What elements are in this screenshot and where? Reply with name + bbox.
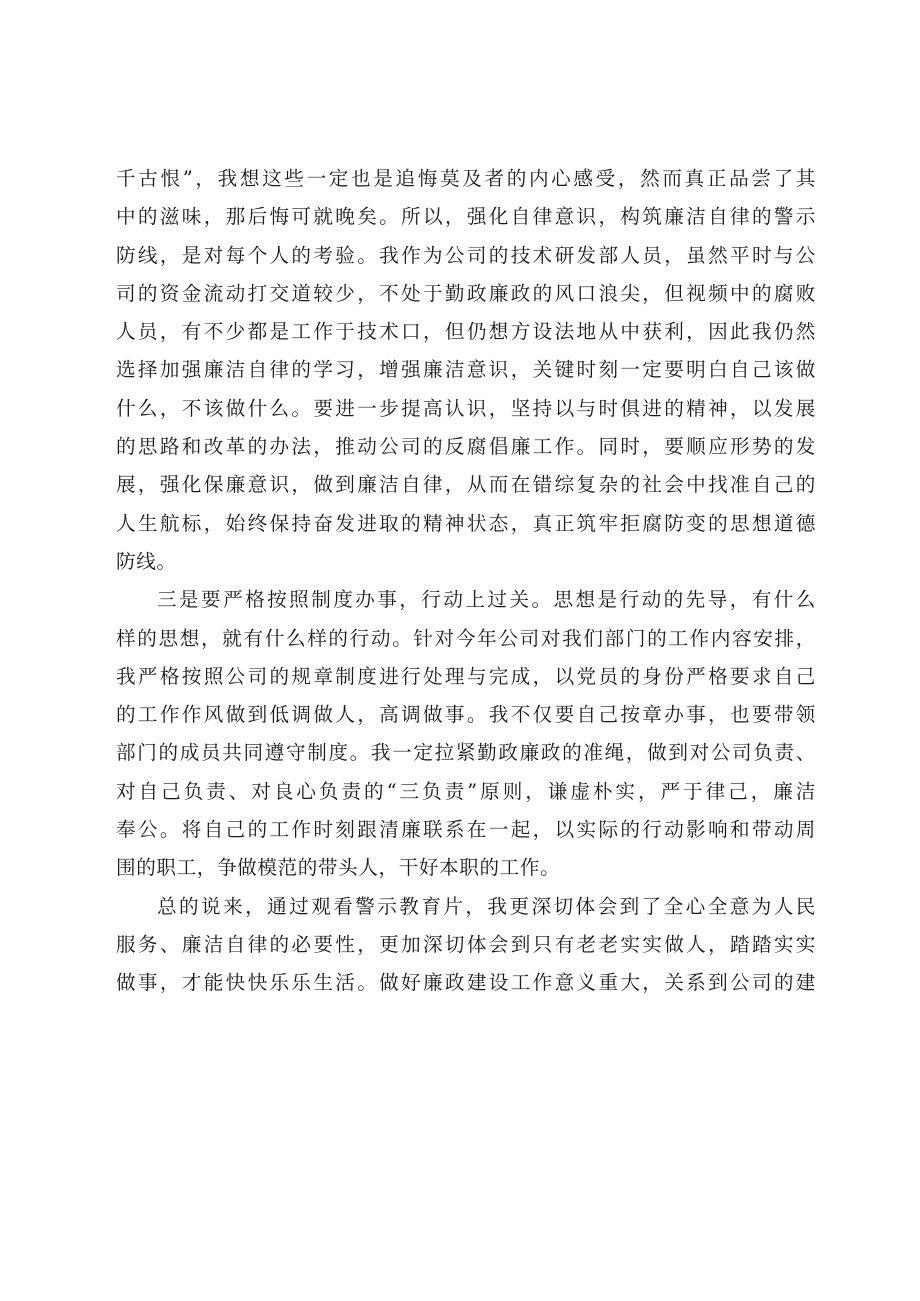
text-line: 的思路和改革的办法，推动公司的反腐倡廉工作。同时，要顺应形势的发 [116, 435, 816, 459]
text-line: 司的资金流动打交道较少，不处于勤政廉政的风口浪尖，但视频中的腐败 [116, 281, 816, 305]
text-line: 防线。 [116, 549, 177, 573]
text-line: 千古恨”，我想这些一定也是追悔莫及者的内心感受，然而真正品尝了其 [116, 167, 816, 190]
text-line: 中的滋味，那后悔可就晚矣。所以，强化自律意识，构筑廉洁自律的警示 [116, 205, 816, 229]
text-line: 选择加强廉洁自律的学习，增强廉洁意识，关键时刻一定要明白自己该做 [116, 358, 816, 382]
text-line: 三是要严格按照制度办事，行动上过关。思想是行动的先导，有什么 [157, 588, 816, 612]
text-line: 人员，有不少都是工作于技术口，但仍想方设法地从中获利，因此我仍然 [116, 320, 816, 344]
text-line: 围的职工，争做模范的带头人，干好本职的工作。 [116, 856, 561, 880]
body-text [116, 160, 816, 1003]
text-line: 服务、廉洁自律的必要性，更加深切体会到只有老老实实做人，踏踏实实 [116, 932, 816, 956]
text-line: 什么，不该做什么。要进一步提高认识，坚持以与时俱进的精神，以发展 [116, 396, 816, 420]
text-line: 我严格按照公司的规章制度进行处理与完成，以党员的身份严格要求自己 [116, 664, 816, 688]
text-line: 防线，是对每个人的考验。我作为公司的技术研发部人员，虽然平时与公 [116, 243, 816, 267]
text-line: 展，强化保廉意识，做到廉洁自律，从而在错综复杂的社会中找准自己的 [116, 473, 816, 497]
text-line: 奉公。将自己的工作时刻跟清廉联系在一起，以实际的行动影响和带动周 [116, 818, 816, 842]
text-line: 人生航标，始终保持奋发进取的精神状态，真正筑牢拒腐防变的思想道德 [116, 511, 816, 535]
text-line: 的工作作风做到低调做人，高调做事。我不仅要自己按章办事，也要带领 [116, 703, 816, 727]
text-line: 对自己负责、对良心负责的“三负责”原则，谦虚朴实，严于律己，廉洁 [116, 779, 816, 803]
text-line: 做事，才能快快乐乐生活。做好廉政建设工作意义重大，关系到公司的建 [116, 971, 816, 995]
text-line: 总的说来，通过观看警示教育片，我更深切体会到了全心全意为人民 [157, 894, 816, 918]
text-line: 样的思想，就有什么样的行动。针对今年公司对我们部门的工作内容安排， [116, 626, 816, 650]
text-line: 部门的成员共同遵守制度。我一定拉紧勤政廉政的准绳，做到对公司负责、 [116, 741, 816, 765]
